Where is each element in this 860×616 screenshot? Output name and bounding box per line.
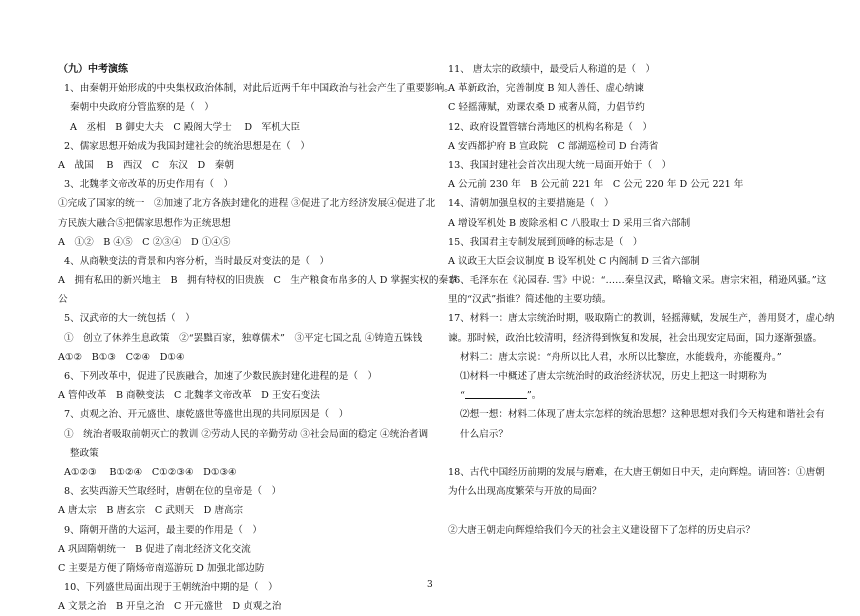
question-line: 5、汉武帝的大一统包括（ ） (64, 313, 195, 325)
question-line: 11、 唐太宗的政绩中，最受后人称道的是（ ） (448, 64, 656, 75)
question-line: 7、贞观之治、开元盛世、康乾盛世等盛世出现的共同原因是（ ） (64, 409, 349, 421)
material-line: 材料二：唐太宗说：“舟所以比人君，水所以比黎庶，水能载舟，亦能覆舟。” (460, 351, 782, 363)
question-line: 整政策 (70, 447, 99, 459)
question-line: 1、由秦朝开始形成的中央集权政治体制，对此后近两千年中国政治与社会产生了重要影响。 (64, 83, 454, 95)
answer-options: A 安西都护府 B 宣政院 C 部湖巡检司 D 台湾省 (448, 140, 659, 152)
question-line: 18、古代中国经历前期的发展与磨难，在大唐王朝如日中天，走向辉煌。请回答：①唐朝 (448, 466, 825, 478)
answer-options: A 巩固隋朝统一 B 促进了南北经济文化交流 (58, 543, 251, 555)
answer-options: A 增设军机处 B 废除丞相 C 八股取士 D 采用三省六部制 (448, 217, 691, 229)
question-line: ⑵想一想：材料二体现了唐太宗怎样的统治思想？这种思想对我们今天构建和谐社会有 (460, 409, 825, 421)
question-line: ⑴材料一中概述了唐太宗统治时的政治经济状况，历史上把这一时期称为 (460, 371, 767, 382)
answer-options: A 战国 B 西汉 C 东汉 D 秦朝 (58, 159, 234, 171)
answer-blank-line (448, 386, 820, 405)
answer-options: A 唐太宗 B 唐玄宗 C 武则天 D 唐高宗 (58, 505, 244, 517)
question-line: 为什么出现高度繁荣与开放的局面？ (448, 486, 602, 498)
question-line: 什么启示？ (460, 428, 508, 440)
answer-options: A 议政王大臣会议制度 B 设军机处 C 内阁制 D 三省六部制 (448, 255, 700, 267)
answer-options: A 文景之治 B 开皇之治 C 开元盛世 D 贞观之治 (58, 601, 282, 613)
section-title: （九）中考演练 (58, 64, 128, 75)
question-line: 9、隋朝开凿的大运河，最主要的作用是（ ） (64, 524, 262, 536)
spacer-line (448, 444, 820, 463)
question-line: 4、从商鞅变法的背景和内容分析，当时最反对变法的是（ ） (64, 255, 330, 267)
answer-options: A 丞相 B 御史大夫 C 殿阁大学士 D 军机大臣 (70, 121, 301, 133)
question-line: 15、我国君主专制发展到顶峰的标志是（ ） (448, 236, 643, 248)
question-line: 16、毛泽东在《沁园春. 雪》中说：“……秦皇汉武，略输文采。唐宗宋祖，稍逊风骚。”这 (448, 275, 827, 287)
open-quote: “ (460, 390, 465, 402)
answer-options: A 拥有私田的新兴地主 B 拥有特权的旧贵族 C 生产粮食布帛多的人 D 掌握实权的秦孝 (58, 275, 458, 287)
question-line: 8、玄奘西游天竺取经时，唐朝在位的皇帝是（ ） (64, 486, 282, 498)
question-line: ①完成了国家的统一 ②加速了北方各族封建化的进程 ③促进了北方经济发展④促进了北 (58, 198, 436, 210)
answer-options: A 革新政治，完善制度 B 知人善任、虚心纳谏 (448, 83, 644, 95)
question-line: 秦朝中央政府分管监察的是（ ） (70, 102, 214, 114)
right-column (448, 60, 835, 540)
material-line: 谏。那时候，政治比较清明，经济得到恢复和发展，社会出现安定局面，国力逐渐强盛。 (448, 332, 823, 344)
question-line: ① 统治者吸取前朝灭亡的教训 ②劳动人民的辛勤劳动 ③社会局面的稳定 ④统治者调 (64, 428, 429, 440)
left-column (58, 60, 458, 616)
question-line: 14、清朝加强皇权的主要措施是（ ） (448, 198, 614, 210)
question-line: 3、北魏孝文帝改革的历史作用有（ ） (64, 179, 234, 191)
question-line: ① 创立了休养生息政策 ②“罢黜百家，独尊儒术” ③平定七国之乱 ④铸造五铢钱 (64, 332, 423, 344)
answer-blank (465, 388, 527, 399)
question-line: 方民族大融合⑤把儒家思想作为正统思想 (58, 217, 231, 229)
answer-options: A①② B①③ C②④ D①④ (58, 351, 185, 363)
answer-options: A ①② B ④⑤ C ②③④ D ①④⑤ (58, 236, 231, 248)
close-quote: ”。 (526, 390, 542, 402)
question-line: ②大唐王朝走向辉煌给我们今天的社会主义建设留下了怎样的历史启示？ (448, 524, 755, 536)
page-number: 3 (427, 580, 433, 590)
question-line: 12、政府设置管辖台湾地区的机构名称是（ ） (448, 121, 653, 133)
question-line: 2、儒家思想开始成为我国封建社会的统治思想是在（ ） (64, 140, 310, 152)
question-line: 13、我国封建社会首次出现大统一局面开始于（ ） (448, 159, 672, 171)
answer-options: A①②③ B①②④ C①②③④ D①③④ (64, 466, 237, 478)
answer-options: C 主要是方便了隋炀帝南巡游玩 D 加强北部边防 (58, 562, 265, 574)
answer-options: A 管仲改革 B 商鞅变法 C 北魏孝文帝改革 D 王安石变法 (58, 390, 320, 402)
question-line: 里的“汉武”指谁？简述他的主要功绩。 (448, 294, 612, 306)
spacer-line (448, 501, 820, 520)
answer-options: A 公元前 230 年 B 公元前 221 年 C 公元 220 年 D 公元 221 年 (448, 179, 744, 191)
question-line: 6、下列改革中，促进了民族融合，加速了少数民族封建化进程的是（ ） (64, 371, 378, 382)
question-line: 10、下列盛世局面出现于王朝统治中期的是（ ） (64, 582, 278, 594)
material-line: 17、材料一：唐太宗统治时期，吸取隋亡的教训，轻摇薄赋，发展生产，善用贤才，虚心纳 (448, 313, 835, 325)
answer-options: 公 (58, 294, 68, 306)
answer-options: C 轻摇薄赋，劝课农桑 D 戒奢从简，力倡节约 (448, 102, 645, 114)
